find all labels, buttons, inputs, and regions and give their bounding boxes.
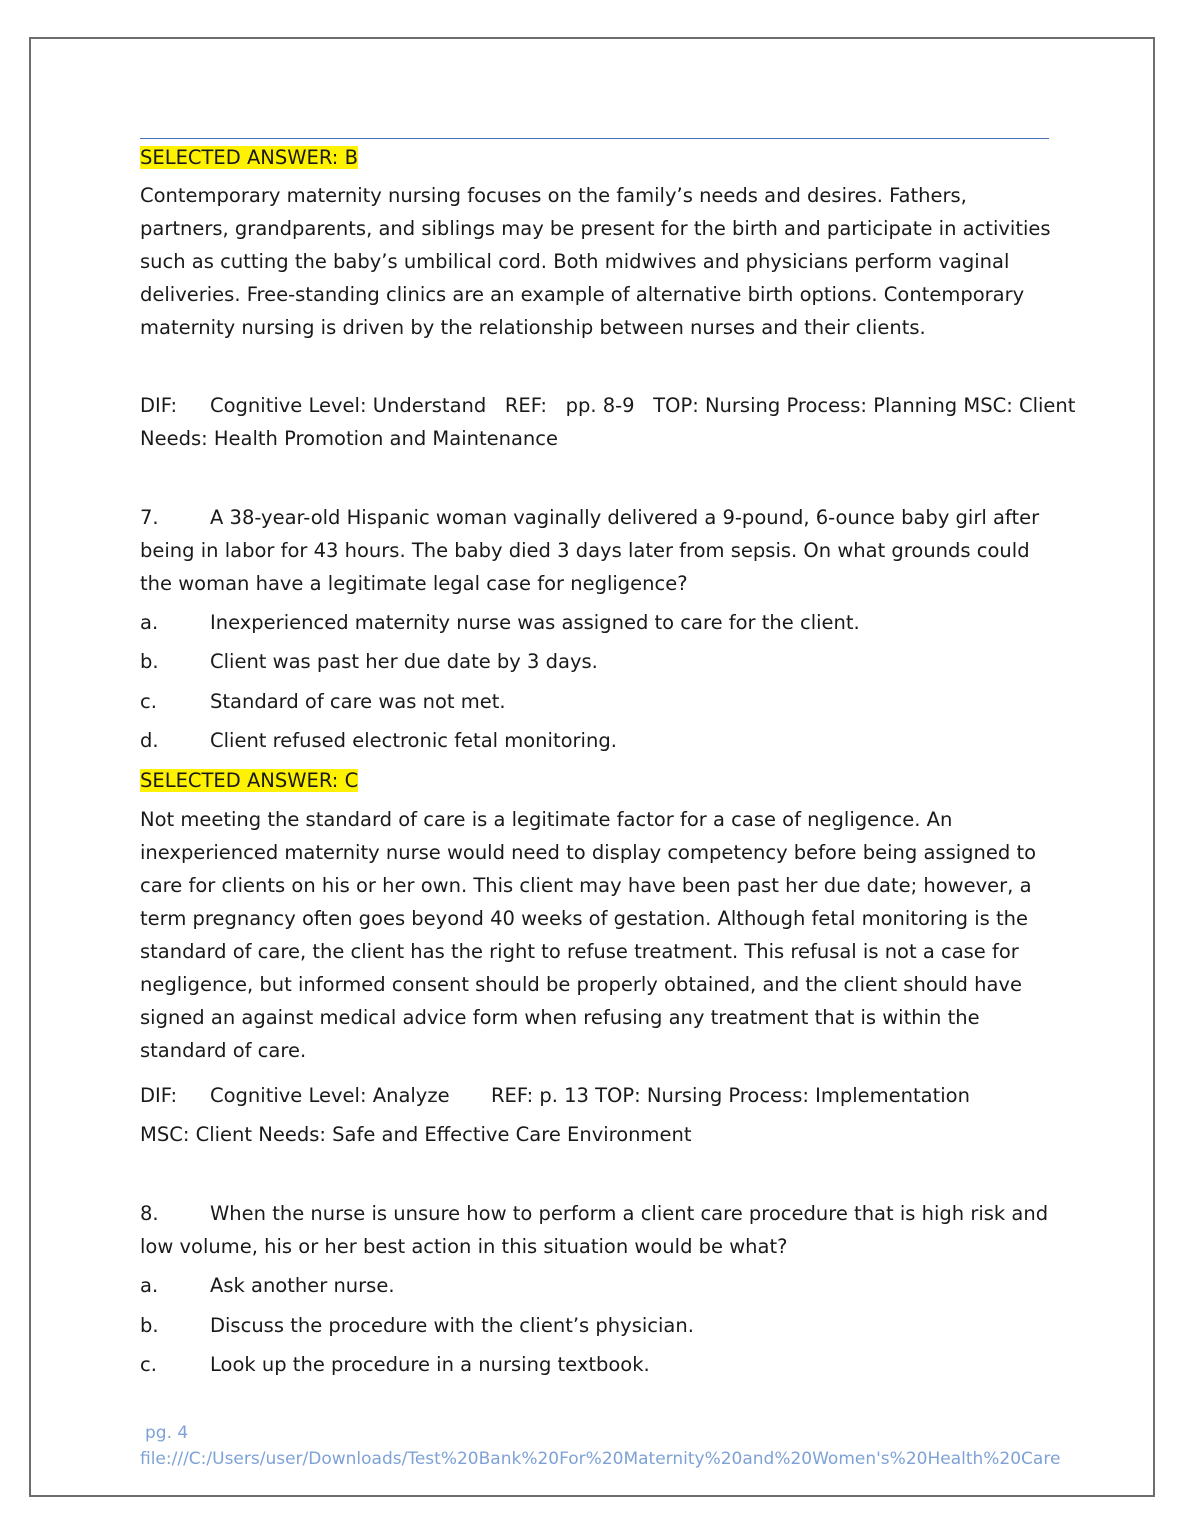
question-number: 7. bbox=[140, 506, 159, 529]
ref-top: REF: p. 13 TOP: Nursing Process: Implementation bbox=[491, 1084, 970, 1107]
selected-answer-b bbox=[140, 141, 1052, 174]
answer-option bbox=[140, 606, 1052, 639]
question-number: 8. bbox=[140, 1202, 159, 1225]
answer-option bbox=[140, 1348, 1052, 1381]
header-rule bbox=[140, 138, 1049, 139]
answer-option bbox=[140, 1269, 1052, 1302]
option-text: Ask another nurse. bbox=[210, 1274, 395, 1297]
metadata-text: Cognitive Level: Understand REF: pp. 8-9 TOP: Nursing Process: Planning MSC: Client bbox=[210, 394, 1076, 417]
option-text: Discuss the procedure with the client’s physician. bbox=[210, 1314, 694, 1337]
file-path: file:///C:/Users/user/Downloads/Test%20Bank%20For%20Maternity%20and%20Women's%20Health%20Care bbox=[140, 1449, 1061, 1469]
option-letter: c. bbox=[140, 690, 157, 713]
selected-answer-c bbox=[140, 764, 1052, 797]
selected-answer-highlight: SELECTED ANSWER: C bbox=[140, 769, 359, 792]
answer-option bbox=[140, 645, 1052, 678]
option-letter: a. bbox=[140, 611, 159, 634]
option-letter: b. bbox=[140, 1314, 159, 1337]
metadata-line bbox=[140, 1079, 1052, 1112]
cognitive-level: Cognitive Level: Analyze bbox=[210, 1084, 450, 1107]
dif-label: DIF: bbox=[140, 1084, 178, 1107]
page-footer bbox=[140, 1420, 1060, 1472]
dif-label: DIF: bbox=[140, 394, 178, 417]
answer-option bbox=[140, 685, 1052, 718]
question-text: When the nurse is unsure how to perform a client care procedure that is high risk and low volume, his or her best action in this situation would be what? bbox=[140, 1202, 1049, 1258]
answer-option bbox=[140, 724, 1052, 757]
option-letter: b. bbox=[140, 650, 159, 673]
metadata-line bbox=[140, 389, 1076, 422]
selected-answer-highlight: SELECTED ANSWER: B bbox=[140, 146, 358, 169]
page-number: pg. 4 bbox=[145, 1423, 189, 1443]
metadata-line: MSC: Client Needs: Safe and Effective Care Environment bbox=[140, 1123, 692, 1146]
option-letter: d. bbox=[140, 729, 159, 752]
question-8-stem bbox=[140, 1197, 1052, 1263]
option-letter: c. bbox=[140, 1353, 157, 1376]
option-text: Client was past her due date by 3 days. bbox=[210, 650, 598, 673]
rationale-paragraph: Contemporary maternity nursing focuses on the family’s needs and desires. Fathers, partners, grandparents, and siblings may be present for the birth and participate in activities such as cutting the baby’s umbilical cord. Both midwives and physicians perform vaginal deliveries. Free-standing clinics are an example of alternative birth options. Contemporary maternity nursing is driven by the relationship between nurses and their clients. bbox=[140, 184, 1051, 339]
question-text: A 38-year-old Hispanic woman vaginally delivered a 9-pound, 6-ounce baby girl after being in labor for 43 hours. The baby died 3 days later from sepsis. On what grounds could the woman have a legitimate legal case for negligence? bbox=[140, 506, 1040, 595]
option-text: Inexperienced maternity nurse was assigned to care for the client. bbox=[210, 611, 860, 634]
metadata-line: Needs: Health Promotion and Maintenance bbox=[140, 427, 558, 450]
option-text: Standard of care was not met. bbox=[210, 690, 506, 713]
option-text: Client refused electronic fetal monitoring. bbox=[210, 729, 617, 752]
question-7-stem bbox=[140, 501, 1052, 600]
option-letter: a. bbox=[140, 1274, 159, 1297]
option-text: Look up the procedure in a nursing textbook. bbox=[210, 1353, 650, 1376]
answer-option bbox=[140, 1309, 1052, 1342]
rationale-paragraph: Not meeting the standard of care is a legitimate factor for a case of negligence. An inexperienced maternity nurse would need to display competency before being assigned to care for clients on his or her own. This client may have been past her due date; however, a term pregnancy often goes beyond 40 weeks of gestation. Although fetal monitoring is the standard of care, the client has the right to refuse treatment. This refusal is not a case for negligence, but informed consent should be properly obtained, and the client should have signed an against medical advice form when refusing any treatment that is within the standard of care. bbox=[140, 808, 1037, 1062]
